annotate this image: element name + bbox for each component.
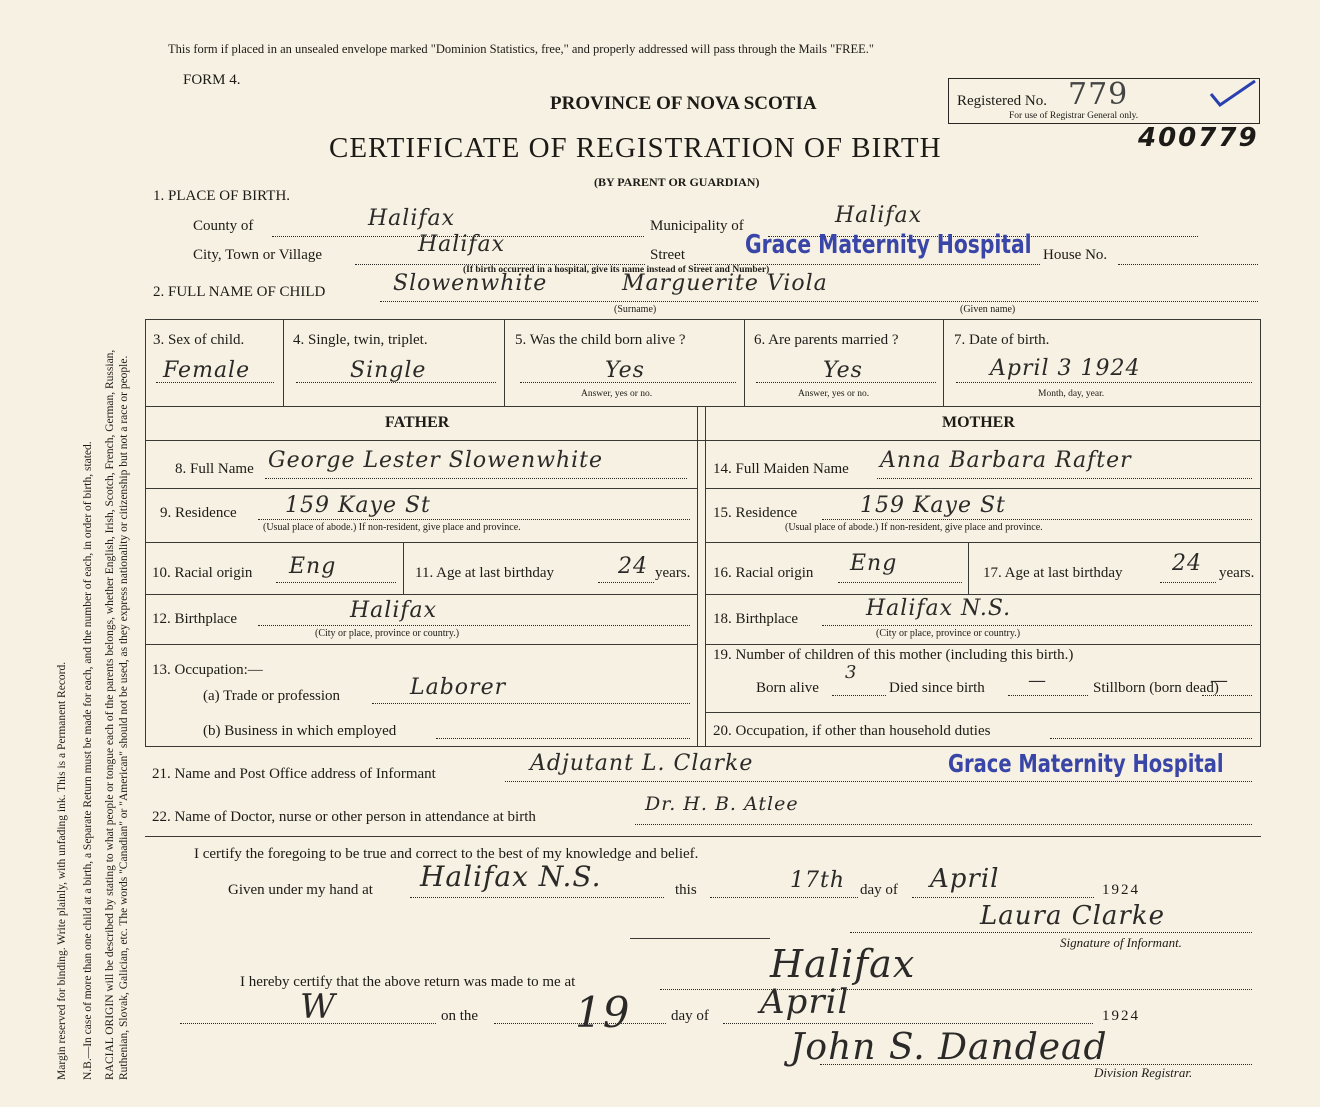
- sex-value: Female: [163, 358, 251, 383]
- plurality-value: Single: [350, 358, 427, 383]
- father-racial-label: 10. Racial origin: [152, 565, 253, 581]
- date-of-birth-label: 7. Date of birth.: [954, 332, 1050, 348]
- given-year: 1924: [1102, 882, 1140, 898]
- father-trade-label: (a) Trade or profession: [203, 688, 341, 704]
- hospital-note: (If birth occurred in a hospital, give its name instead of Street and Number): [463, 265, 770, 275]
- house-number-label: House No.: [1043, 247, 1108, 263]
- registrar-year: 1924: [1102, 1008, 1140, 1024]
- registered-number: 779: [1068, 77, 1129, 112]
- father-birthplace-value: Halifax: [350, 598, 438, 623]
- margin-note-binding: Margin reserved for binding. Write plainly, with unfading ink. This is a Permanent Record.: [56, 661, 68, 1080]
- died-since-birth-label: Died since birth: [889, 680, 985, 696]
- informant-address-stamp: Grace Maternity Hospital: [948, 749, 1224, 778]
- child-surname: Slowenwhite: [393, 271, 548, 296]
- date-of-birth-caption: Month, day, year.: [1038, 389, 1105, 399]
- mother-residence-caption: (Usual place of abode.) If non-resident, give place and province.: [785, 522, 1043, 533]
- father-residence-label: 9. Residence: [160, 505, 237, 521]
- margin-note-racial-origin-2: Ruthenian, Slovak, Galician, etc. The words "Canadian" or "American" should not be used, as they express nationality or citizenship but not a race or people.: [118, 355, 130, 1080]
- registrar-caption: Division Registrar.: [1094, 1065, 1193, 1080]
- registrar-statement: I hereby certify that the above return was made to me at: [240, 974, 576, 990]
- given-name-caption: (Given name): [960, 304, 1016, 315]
- parents-married-caption: Answer, yes or no.: [798, 389, 870, 399]
- father-residence-value: 159 Kaye St: [285, 493, 431, 518]
- given-at-place: Halifax N.S.: [420, 860, 602, 893]
- father-residence-caption: (Usual place of abode.) If non-resident, give place and province.: [263, 522, 521, 533]
- parents-married-value: Yes: [823, 358, 863, 383]
- hospital-stamp: Grace Maternity Hospital: [745, 230, 1032, 260]
- stamped-number: 400779: [1138, 123, 1259, 153]
- stillborn-count: —: [1210, 670, 1229, 691]
- born-alive-count-label: Born alive: [756, 680, 819, 696]
- mother-children-label: 19. Number of children of this mother (including this birth.): [713, 647, 1074, 663]
- place-of-birth-label: 1. PLACE OF BIRTH.: [153, 188, 291, 204]
- registrar-signature: John S. Dandead: [790, 1027, 1108, 1068]
- doctor-label: 22. Name of Doctor, nurse or other person in attendance at birth: [152, 809, 536, 825]
- registrar-month: April: [760, 982, 850, 1022]
- mother-heading: MOTHER: [942, 414, 1015, 431]
- father-birthplace-caption: (City or place, province or country.): [315, 628, 460, 639]
- father-occupation-label: 13. Occupation:—: [152, 662, 263, 678]
- mother-name-label: 14. Full Maiden Name: [713, 461, 849, 477]
- mother-residence-value: 159 Kaye St: [860, 493, 1006, 518]
- mother-years-label: years.: [1219, 565, 1255, 581]
- mother-birthplace-label: 18. Birthplace: [713, 611, 798, 627]
- registrar-use-note: For use of Registrar General only.: [1009, 111, 1139, 121]
- date-of-birth-value: April 3 1924: [990, 356, 1141, 381]
- page-subtitle: (BY PARENT OR GUARDIAN): [594, 175, 760, 189]
- mother-occupation-label: 20. Occupation, if other than household duties: [713, 723, 991, 739]
- registrar-day: 19: [575, 988, 631, 1037]
- father-name-label: 8. Full Name: [175, 461, 254, 477]
- mother-racial-value: Eng: [850, 551, 898, 576]
- margin-note-multiple-births: N.B.—In case of more than one child at a birth, a Separate Return must be made for each, and the number of each, in order of birth, stated.: [82, 441, 94, 1080]
- born-alive-count: 3: [845, 662, 858, 683]
- father-racial-value: Eng: [289, 554, 337, 579]
- sex-label: 3. Sex of child.: [153, 332, 245, 348]
- father-birthplace-label: 12. Birthplace: [152, 611, 237, 627]
- died-since-birth-count: —: [1028, 670, 1047, 691]
- mother-name-value: Anna Barbara Rafter: [880, 448, 1132, 473]
- mother-age-label: 17. Age at last birthday: [983, 565, 1123, 581]
- father-years-label: years.: [655, 565, 691, 581]
- check-mark-icon: [1208, 78, 1258, 110]
- father-business-label: (b) Business in which employed: [203, 723, 397, 739]
- father-age-label: 11. Age at last birthday: [415, 565, 554, 581]
- informant-name: Adjutant L. Clarke: [530, 751, 754, 776]
- street-label: Street: [650, 247, 685, 263]
- registrar-mark: W: [300, 987, 336, 1027]
- county-value: Halifax: [368, 206, 456, 231]
- born-alive-label: 5. Was the child born alive ?: [515, 332, 686, 348]
- margin-note-racial-origin: RACIAL ORIGIN will be described by stating to what people or tongue each of the parents belongs, whether English, Irish, Scotch, French, German, Russian,: [104, 349, 116, 1080]
- father-heading: FATHER: [385, 414, 450, 431]
- form-number: FORM 4.: [183, 72, 241, 88]
- child-name-label: 2. FULL NAME OF CHILD: [153, 284, 326, 300]
- doctor-name: Dr. H. B. Atlee: [645, 793, 799, 815]
- given-month: April: [930, 864, 1000, 894]
- father-age-value: 24: [618, 554, 648, 579]
- stillborn-label: Stillborn (born dead): [1093, 680, 1219, 696]
- on-the-label: on the: [441, 1008, 479, 1024]
- given-under-hand-label: Given under my hand at: [228, 882, 373, 898]
- born-alive-caption: Answer, yes or no.: [581, 389, 653, 399]
- municipality-label: Municipality of: [650, 218, 744, 234]
- child-given-name: Marguerite Viola: [622, 271, 828, 296]
- informant-label: 21. Name and Post Office address of Informant: [152, 766, 436, 782]
- surname-caption: (Surname): [614, 304, 657, 315]
- mail-notice: This form if placed in an unsealed envelope marked "Dominion Statistics, free," and properly addressed will pass through the Mails "FREE.": [168, 42, 875, 56]
- municipality-value: Halifax: [835, 203, 923, 228]
- city-value: Halifax: [418, 232, 506, 257]
- informant-signature-caption: Signature of Informant.: [1060, 935, 1182, 950]
- mother-age-value: 24: [1172, 551, 1202, 576]
- province-heading: PROVINCE OF NOVA SCOTIA: [550, 93, 817, 114]
- registrar-day-of-label: day of: [671, 1008, 709, 1024]
- day-of-label: day of: [860, 882, 898, 898]
- mother-birthplace-value: Halifax N.S.: [866, 596, 1012, 621]
- father-trade-value: Laborer: [410, 675, 507, 700]
- given-day: 17th: [790, 868, 846, 893]
- registered-label: Registered No.: [957, 93, 1047, 109]
- mother-residence-label: 15. Residence: [713, 505, 798, 521]
- page-title: CERTIFICATE OF REGISTRATION OF BIRTH: [329, 132, 942, 164]
- certification-statement: I certify the foregoing to be true and correct to the best of my knowledge and belief.: [194, 846, 699, 862]
- county-label: County of: [193, 218, 254, 234]
- parents-married-label: 6. Are parents married ?: [754, 332, 899, 348]
- father-name-value: George Lester Slowenwhite: [268, 448, 604, 473]
- mother-racial-label: 16. Racial origin: [713, 565, 814, 581]
- mother-birthplace-caption: (City or place, province or country.): [876, 628, 1021, 639]
- registrar-place: Halifax: [770, 942, 916, 986]
- informant-signature: Laura Clarke: [980, 901, 1165, 931]
- city-label: City, Town or Village: [193, 247, 323, 263]
- plurality-label: 4. Single, twin, triplet.: [293, 332, 428, 348]
- born-alive-value: Yes: [605, 358, 645, 383]
- this-label: this: [675, 882, 697, 898]
